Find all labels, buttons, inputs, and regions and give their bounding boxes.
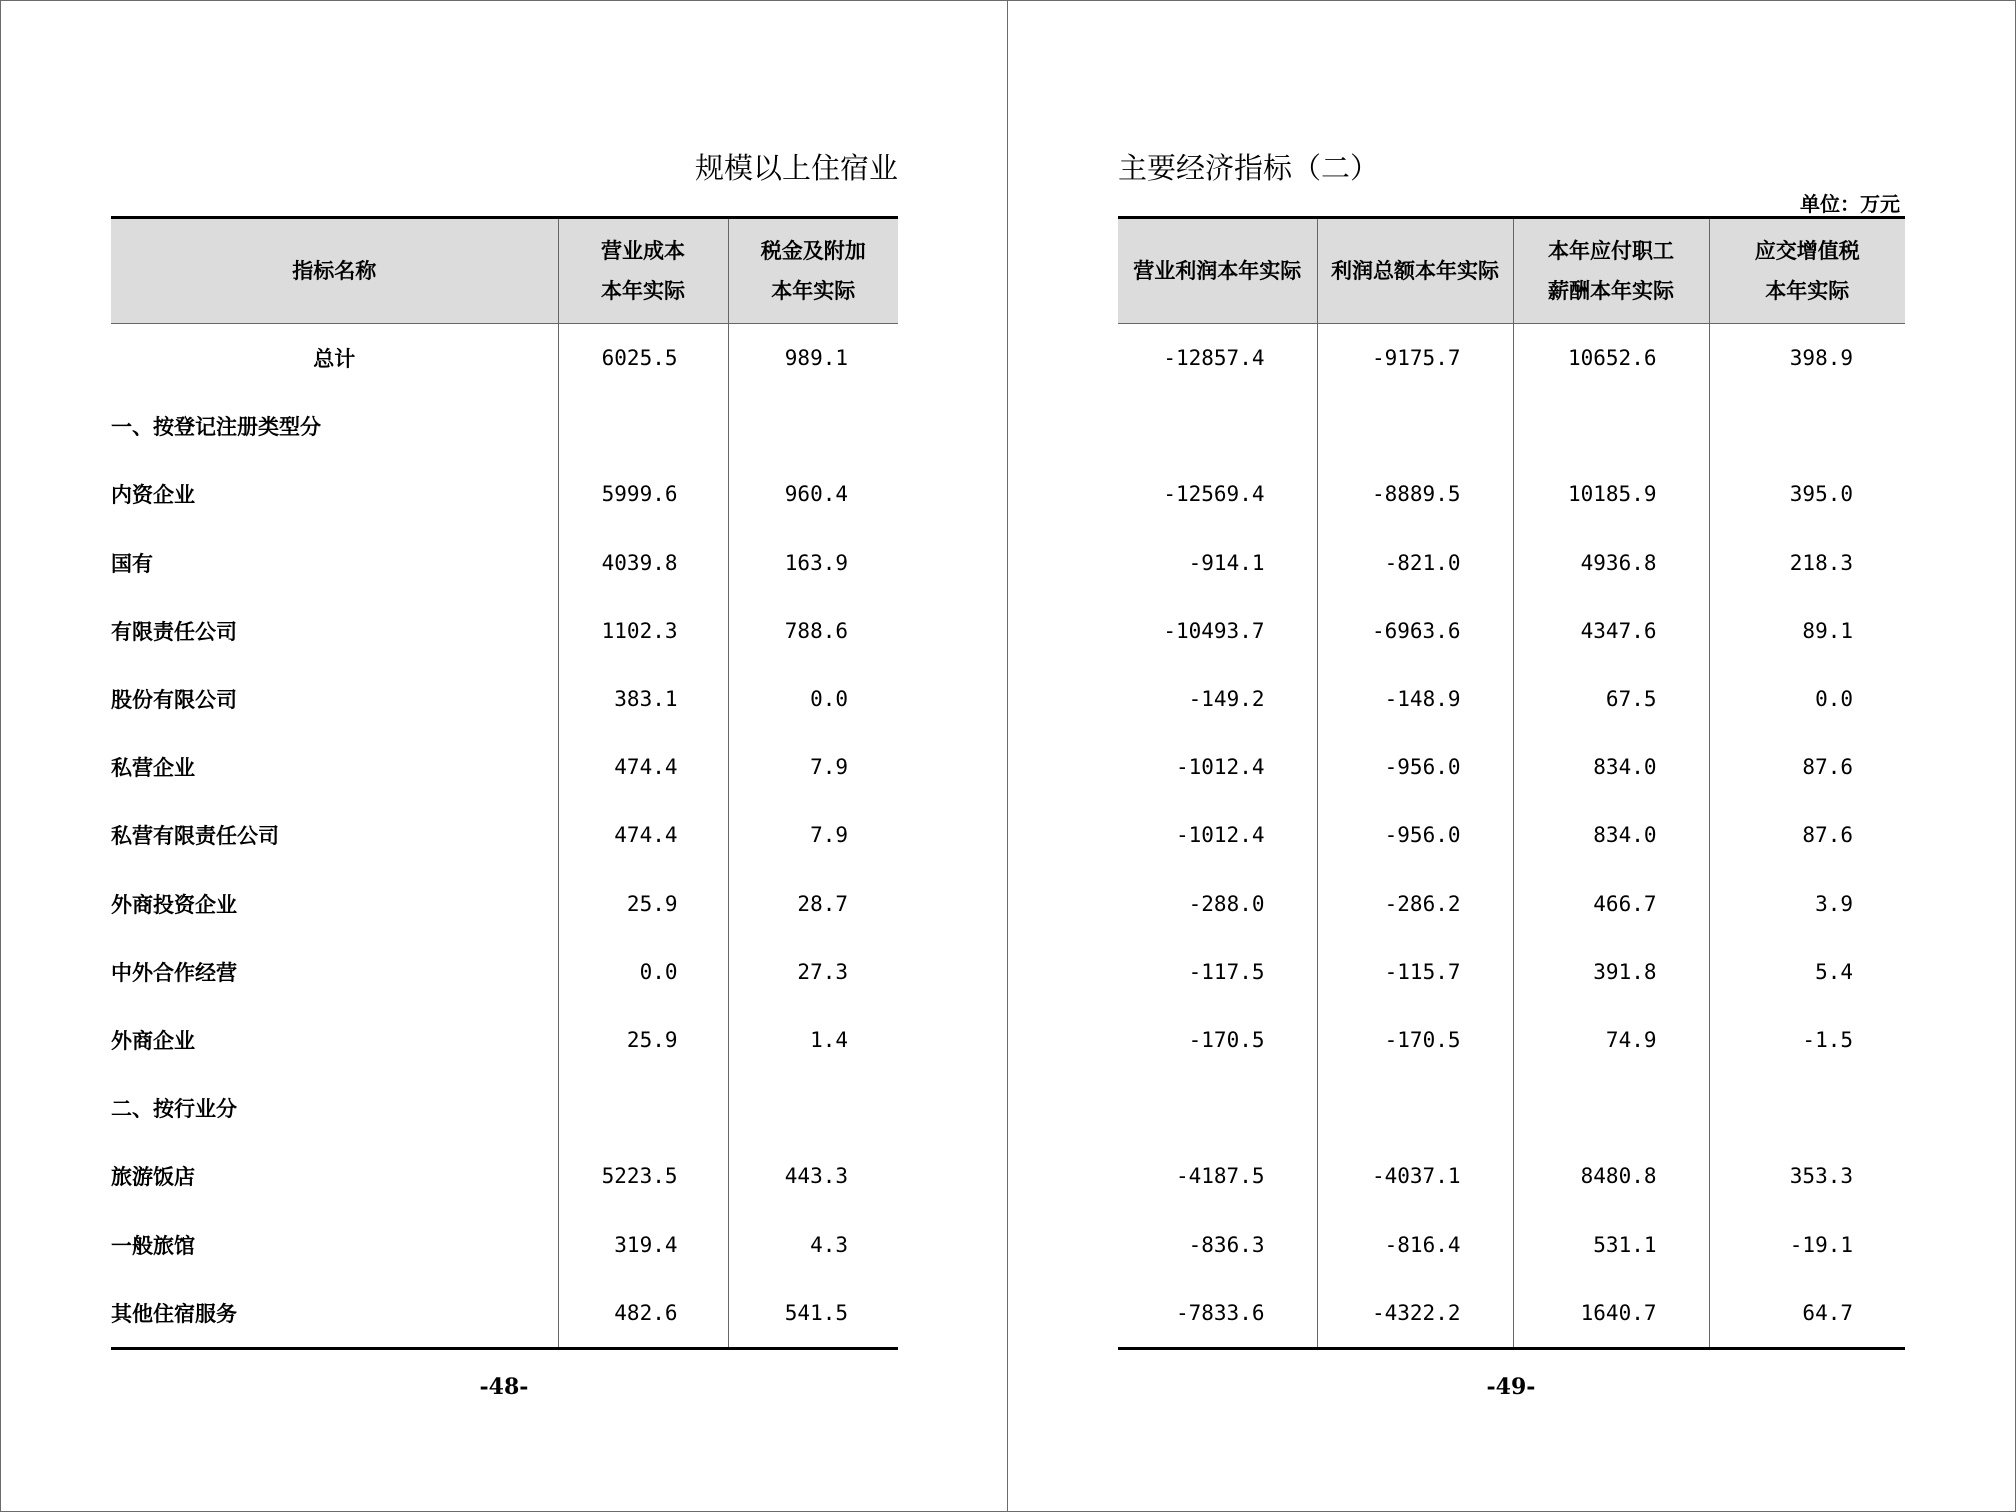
table-row <box>111 324 898 393</box>
table-row <box>111 733 898 801</box>
table-row <box>111 1279 898 1349</box>
cell-value: 0.0 <box>558 938 728 1006</box>
page-number: -48- <box>479 1374 529 1400</box>
row-name: 外商企业 <box>111 1028 195 1053</box>
table-row <box>111 392 898 460</box>
cell-value: -4037.1 <box>1317 1142 1513 1210</box>
cell-value: -117.5 <box>1188 959 1265 984</box>
cell-value: -1.5 <box>1709 1006 1905 1074</box>
cell-value: 391.8 <box>1513 938 1709 1006</box>
cell-value: -1012.4 <box>1175 755 1265 780</box>
cell-value: -12569.4 <box>1163 482 1265 507</box>
cell-value: 4039.8 <box>558 529 728 597</box>
cell-value <box>558 1074 728 1142</box>
table-row <box>1118 392 1905 460</box>
header-total-profit: 利润总额本年实际 <box>1317 218 1513 324</box>
row-name: 股份有限公司 <box>111 688 237 713</box>
cell-value: 353.3 <box>1709 1142 1905 1210</box>
left-page-title: 规模以上住宿业 <box>694 151 898 185</box>
row-name: 内资企业 <box>111 483 195 508</box>
cell-value <box>728 392 898 460</box>
table-row <box>111 801 898 869</box>
right-page <box>1118 0 1905 1512</box>
cell-value: 3.9 <box>1709 870 1905 938</box>
table-row <box>111 665 898 733</box>
cell-value: -4187.5 <box>1175 1164 1265 1189</box>
cell-value: 28.7 <box>728 870 898 938</box>
table-row <box>1118 1074 1905 1142</box>
cell-value <box>1709 392 1905 460</box>
header-taxes-surcharges: 税金及附加 本年实际 <box>728 218 898 324</box>
cell-value: 87.6 <box>1709 733 1905 801</box>
table-row <box>1118 529 1905 597</box>
page-number: -49- <box>1486 1374 1536 1400</box>
cell-value <box>1118 392 1317 460</box>
cell-value: 989.1 <box>728 324 898 393</box>
cell-value: 1102.3 <box>558 597 728 665</box>
table-row <box>1118 733 1905 801</box>
cell-value: -8889.5 <box>1317 460 1513 528</box>
right-table <box>1118 216 1905 1350</box>
cell-value: -914.1 <box>1188 550 1265 575</box>
cell-value: -170.5 <box>1188 1027 1265 1052</box>
cell-value: 0.0 <box>728 665 898 733</box>
cell-value: 4.3 <box>728 1210 898 1278</box>
header-vat-payable: 应交增值税 本年实际 <box>1709 218 1905 324</box>
cell-value: 74.9 <box>1513 1006 1709 1074</box>
row-name: 国有 <box>111 551 153 576</box>
cell-value: -956.0 <box>1317 733 1513 801</box>
cell-value: -1012.4 <box>1175 823 1265 848</box>
cell-value: -12857.4 <box>1163 346 1265 371</box>
cell-value: 5999.6 <box>558 460 728 528</box>
row-name: 私营有限责任公司 <box>111 824 279 849</box>
cell-value: 474.4 <box>558 733 728 801</box>
cell-value: 64.7 <box>1709 1279 1905 1349</box>
table-row <box>1118 1006 1905 1074</box>
cell-value: -170.5 <box>1317 1006 1513 1074</box>
table-row <box>1118 665 1905 733</box>
cell-value: 834.0 <box>1513 801 1709 869</box>
cell-value <box>1118 1074 1317 1142</box>
row-name: 一、按登记注册类型分 <box>111 415 321 440</box>
cell-value: 395.0 <box>1709 460 1905 528</box>
cell-value: 7.9 <box>728 733 898 801</box>
cell-value: 0.0 <box>1709 665 1905 733</box>
row-name: 私营企业 <box>111 756 195 781</box>
table-row <box>1118 597 1905 665</box>
cell-value: 87.6 <box>1709 801 1905 869</box>
cell-value: -821.0 <box>1317 529 1513 597</box>
cell-value: 443.3 <box>728 1142 898 1210</box>
table-row <box>1118 1142 1905 1210</box>
cell-value: -9175.7 <box>1317 324 1513 393</box>
header-operating-profit: 营业利润本年实际 <box>1118 218 1317 324</box>
cell-value: -10493.7 <box>1163 618 1265 643</box>
cell-value: -816.4 <box>1317 1210 1513 1278</box>
cell-value: 531.1 <box>1513 1210 1709 1278</box>
cell-value: 5223.5 <box>558 1142 728 1210</box>
unit-label: 单位：万元 <box>1800 192 1900 216</box>
cell-value: -286.2 <box>1317 870 1513 938</box>
table-row <box>111 460 898 528</box>
table-row <box>111 938 898 1006</box>
table-row <box>111 597 898 665</box>
cell-value <box>1709 1074 1905 1142</box>
header-indicator-name: 指标名称 <box>111 218 558 324</box>
cell-value: 89.1 <box>1709 597 1905 665</box>
cell-value: 541.5 <box>728 1279 898 1349</box>
cell-value <box>558 392 728 460</box>
cell-value: 383.1 <box>558 665 728 733</box>
cell-value: -148.9 <box>1317 665 1513 733</box>
cell-value: 8480.8 <box>1513 1142 1709 1210</box>
row-name: 有限责任公司 <box>111 619 237 644</box>
row-name: 总计 <box>313 347 356 372</box>
cell-value: 398.9 <box>1709 324 1905 393</box>
table-row <box>111 870 898 938</box>
cell-value: 67.5 <box>1513 665 1709 733</box>
cell-value <box>1317 1074 1513 1142</box>
table-row <box>111 1074 898 1142</box>
header-payroll: 本年应付职工 薪酬本年实际 <box>1513 218 1709 324</box>
left-table <box>111 216 898 1350</box>
row-name: 一般旅馆 <box>111 1233 195 1258</box>
cell-value: 474.4 <box>558 801 728 869</box>
row-name: 旅游饭店 <box>111 1165 195 1190</box>
right-page-title: 主要经济指标（二） <box>1118 151 1380 185</box>
cell-value: 788.6 <box>728 597 898 665</box>
cell-value: 482.6 <box>558 1279 728 1349</box>
row-name: 外商投资企业 <box>111 892 237 917</box>
cell-value: -956.0 <box>1317 801 1513 869</box>
cell-value: 163.9 <box>728 529 898 597</box>
cell-value: -4322.2 <box>1317 1279 1513 1349</box>
cell-value: 4936.8 <box>1513 529 1709 597</box>
table-row <box>1118 938 1905 1006</box>
cell-value: -149.2 <box>1188 687 1265 712</box>
cell-value: 834.0 <box>1513 733 1709 801</box>
left-header-row <box>111 218 898 324</box>
cell-value <box>1513 1074 1709 1142</box>
book-gutter <box>1007 0 1008 1512</box>
table-row <box>1118 460 1905 528</box>
row-name: 中外合作经营 <box>111 960 237 985</box>
cell-value: 218.3 <box>1709 529 1905 597</box>
cell-value: 466.7 <box>1513 870 1709 938</box>
cell-value: 1640.7 <box>1513 1279 1709 1349</box>
cell-value <box>1317 392 1513 460</box>
cell-value: -19.1 <box>1709 1210 1905 1278</box>
cell-value: 5.4 <box>1709 938 1905 1006</box>
cell-value: -115.7 <box>1317 938 1513 1006</box>
table-row <box>111 529 898 597</box>
left-page <box>111 0 898 1512</box>
table-row <box>1118 324 1905 393</box>
cell-value: 960.4 <box>728 460 898 528</box>
cell-value: 1.4 <box>728 1006 898 1074</box>
cell-value: -6963.6 <box>1317 597 1513 665</box>
table-row <box>1118 1210 1905 1278</box>
cell-value: 4347.6 <box>1513 597 1709 665</box>
cell-value: 25.9 <box>558 1006 728 1074</box>
table-row <box>1118 870 1905 938</box>
table-row <box>111 1210 898 1278</box>
cell-value: 25.9 <box>558 870 728 938</box>
cell-value <box>1513 392 1709 460</box>
table-row <box>111 1006 898 1074</box>
cell-value: -288.0 <box>1188 891 1265 916</box>
cell-value: -7833.6 <box>1118 1279 1317 1349</box>
table-row <box>111 1142 898 1210</box>
cell-value: 10185.9 <box>1513 460 1709 528</box>
cell-value: 319.4 <box>558 1210 728 1278</box>
table-row <box>1118 1279 1905 1349</box>
cell-value: 10652.6 <box>1513 324 1709 393</box>
cell-value <box>728 1074 898 1142</box>
cell-value: 6025.5 <box>558 324 728 393</box>
table-row <box>1118 801 1905 869</box>
header-operating-cost: 营业成本 本年实际 <box>558 218 728 324</box>
cell-value: -836.3 <box>1188 1232 1265 1257</box>
cell-value: 7.9 <box>728 801 898 869</box>
cell-value: 27.3 <box>728 938 898 1006</box>
row-name: 二、按行业分 <box>111 1097 237 1122</box>
right-header-row <box>1118 218 1905 324</box>
row-name: 其他住宿服务 <box>111 1279 558 1349</box>
